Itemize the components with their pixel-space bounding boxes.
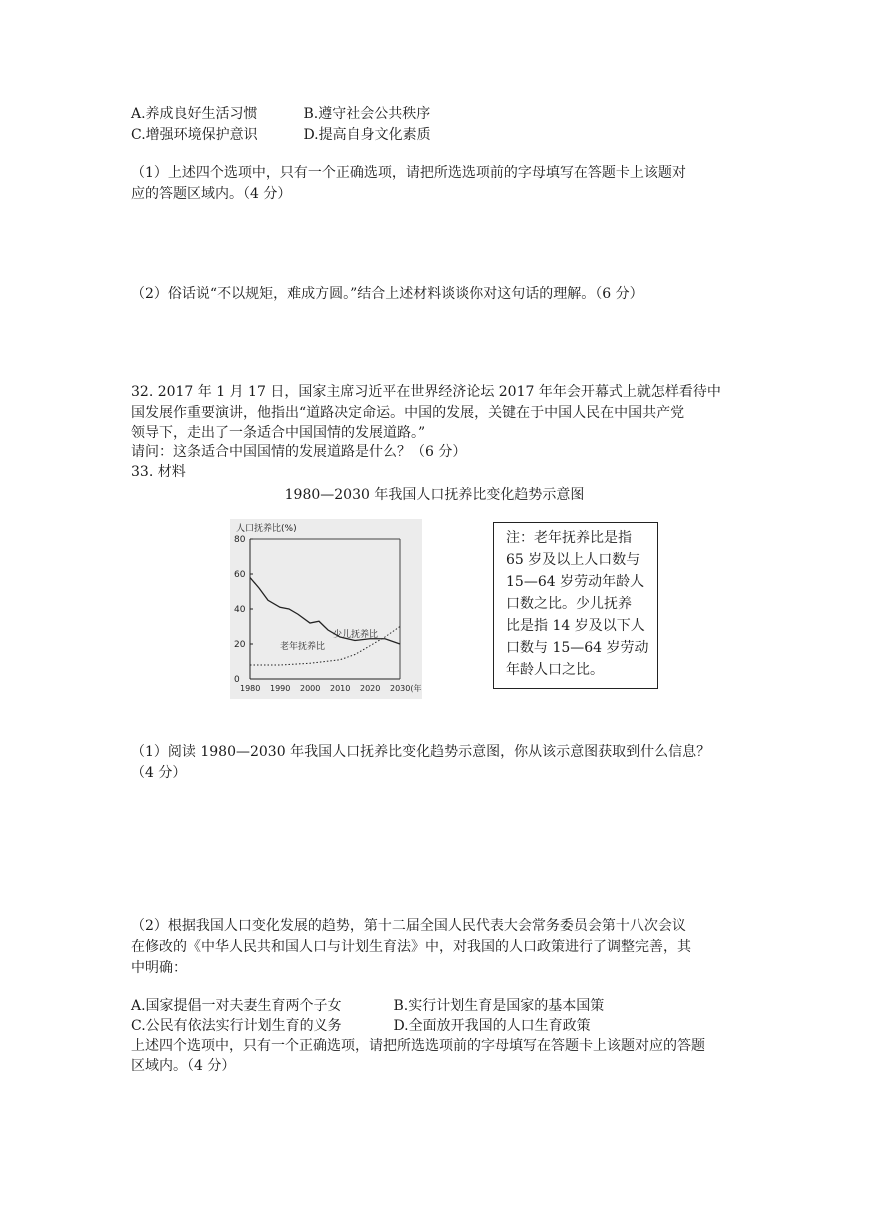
q33-option-c: C.公民有依法实行计划生育的义务 [131, 1018, 342, 1034]
q33-option-b: B.实行计划生育是国家的基本国策 [393, 998, 605, 1014]
q33-sub1-line-2: （4 分） [131, 765, 187, 781]
q31-options-row-1 [131, 104, 430, 124]
q32-line-1: 32. 2017 年 1 月 17 日，国家主席习近平在世界经济论坛 2017 年年会开幕式上就怎样看待中 [131, 384, 721, 400]
dependency-ratio-chart [230, 519, 422, 699]
y-axis-label: 人口抚养比(%) [236, 524, 297, 534]
series-label-elder: 老年抚养比 [280, 642, 326, 652]
q33-option-a: A.国家提倡一对夫妻生育两个子女 [131, 998, 342, 1014]
q31-sub1-line-1: （1）上述四个选项中，只有一个正确选项，请把所选选项前的字母填写在答题卡上该题对 [131, 165, 686, 181]
y-tick-label: 0 [234, 675, 240, 685]
x-tick-label: 2000 [300, 684, 321, 693]
q31-sub1-line-2: 应的答题区域内。（4 分） [131, 186, 292, 202]
q33-option-d: D.全面放开我国的人口生育政策 [393, 1018, 591, 1034]
note-line-4: 口数之比。少儿抚养 [506, 596, 632, 612]
y-tick-label: 20 [234, 640, 246, 650]
q33-tail-line-1: 上述四个选项中，只有一个正确选项，请把所选选项前的字母填写在答题卡上该题对应的答题 [131, 1038, 705, 1054]
note-line-3: 15—64 岁劳动年龄人 [506, 574, 645, 590]
q32-line-3: 领导下，走出了一条适合中国国情的发展道路。” [131, 425, 426, 441]
q31-option-b: B.遵守社会公共秩序 [303, 106, 431, 122]
q33-sub1-line-1: （1）阅读 1980—2030 年我国人口抚养比变化趋势示意图，你从该示意图获取到什么信息？ [131, 744, 711, 760]
x-tick-label: 1980 [240, 684, 261, 693]
q33-options-row-2 [131, 1016, 591, 1036]
q33-sub2-line-3: 中明确： [131, 960, 187, 976]
q33-options-row-1 [131, 996, 604, 1016]
q33-label: 33. 材料 [131, 464, 186, 480]
x-ticks [240, 683, 422, 693]
q31-options-row-2 [131, 125, 431, 145]
q33-sub2-line-2: 在修改的《中华人民共和国人口与计划生育法》中，对我国的人口政策进行了调整完善，其 [131, 939, 691, 955]
q32-line-4: 请问：这条适合中国国情的发展道路是什么？（6 分） [131, 444, 467, 460]
q32-line-2: 国发展作重要演讲，他指出“道路决定命运。中国的发展，关键在于中国人民在中国共产党 [131, 405, 685, 421]
chart-svg [230, 519, 422, 699]
note-box [493, 522, 658, 689]
x-tick-label: 1990 [270, 684, 291, 693]
x-tick-label: 2010 [330, 684, 351, 693]
q31-option-a: A.养成良好生活习惯 [131, 106, 258, 122]
x-tick-label: 2030(年) [390, 684, 422, 693]
q33-tail-line-2: 区域内。（4 分） [131, 1058, 236, 1074]
note-line-2: 65 岁及以上人口数与 [506, 552, 641, 568]
series-label-child: 少儿抚养比 [333, 630, 379, 640]
note-line-7: 年龄人口之比。 [506, 662, 604, 678]
q31-option-c: C.增强环境保护意识 [131, 127, 258, 143]
y-tick-label: 60 [234, 570, 246, 580]
figure-title: 1980—2030 年我国人口抚养比变化趋势示意图 [284, 487, 585, 503]
y-tick-label: 40 [234, 605, 246, 615]
note-line-1: 注：老年抚养比是指 [506, 530, 632, 546]
x-tick-label: 2020 [360, 684, 381, 693]
note-line-5: 比是指 14 岁及以下人 [506, 618, 645, 634]
y-tick-label: 80 [234, 535, 246, 545]
note-line-6: 口数与 15—64 岁劳动 [506, 640, 649, 656]
q31-option-d: D.提高自身文化素质 [303, 127, 431, 143]
q33-sub2-line-1: （2）根据我国人口变化发展的趋势，第十二届全国人民代表大会常务委员会第十八次会议 [131, 918, 686, 934]
q31-sub2: （2）俗话说“不以规矩，难成方圆。”结合上述材料谈谈你对这句话的理解。（6 分） [131, 286, 644, 302]
